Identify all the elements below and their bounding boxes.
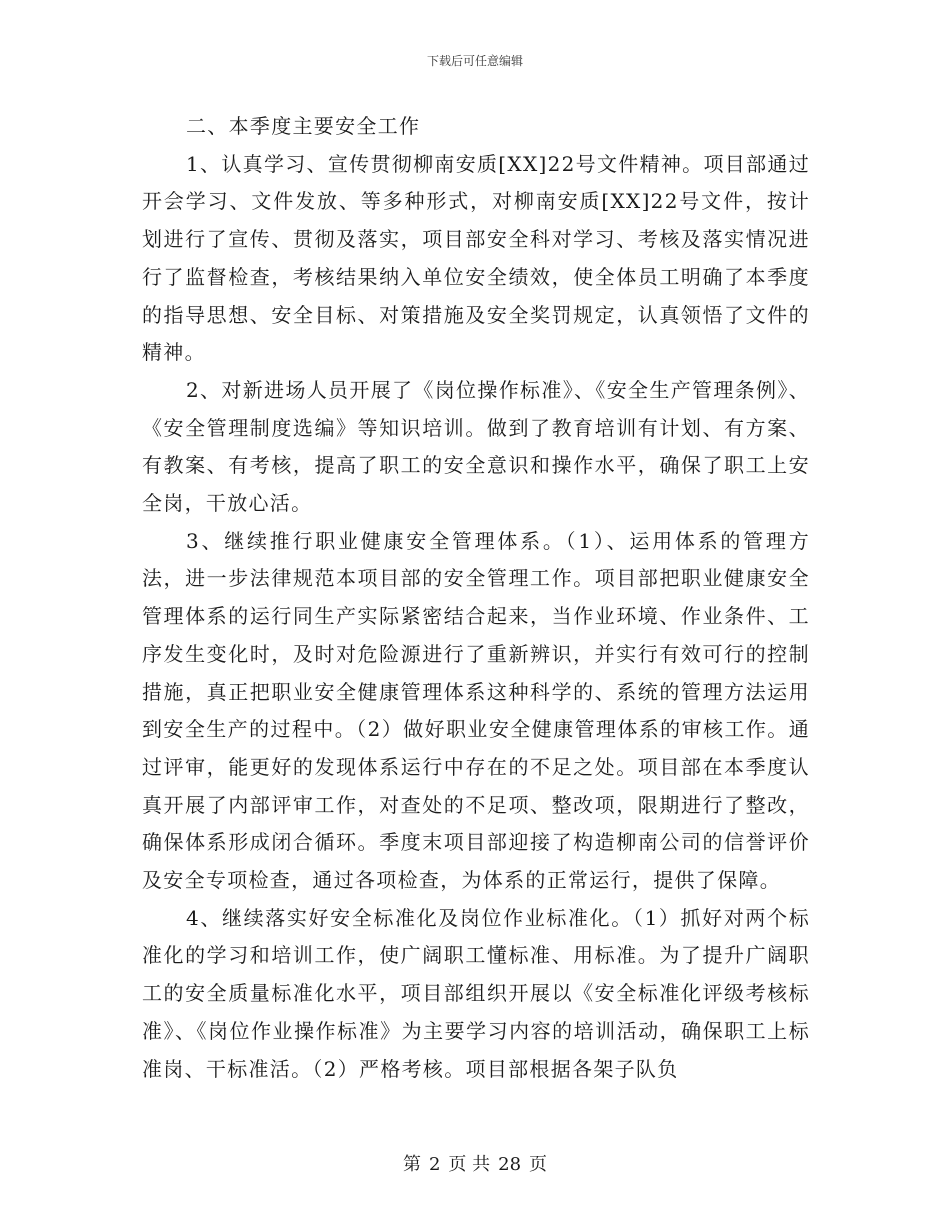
paragraph-2: 2、对新进场人员开展了《岗位操作标准》、《安全生产管理条例》、《安全管理制度选编》等知识培训。做到了教育培训有计划、有方案、有教案、有考核，提高了职工的安全意识和操作水平，确保了职工上安全岗，干放心活。	[142, 377, 810, 516]
header-text: 下载后可任意编辑	[426, 54, 523, 68]
paragraph-3: 3、继续推行职业健康安全管理体系。（1）、运用体系的管理方法，进一步法律规范本项目部的安全管理工作。项目部把职业健康安全管理体系的运行同生产实际紧密结合起来，当作业环境、作业条件、工序发生变化时，及时对危险源进行了重新辨识，并实行有效可行的控制措施，真正把职业安全健康管理体系这种科学的、系统的管理方法运用到安全生产的过程中。（2）做好职业安全健康管理体系的审核工作。通过评审，能更好的发现体系运行中存在的不足之处。项目部在本季度认真开展了内部评审工作，对查处的不足项、整改项，限期进行了整改，确保体系形成闭合循环。季度末项目部迎接了构造柳南公司的信誉评价及安全专项检查，通过各项检查，为体系的正常运行，提供了保障。	[142, 528, 810, 893]
footer-prefix: 第	[402, 1154, 421, 1175]
page-footer	[0, 1153, 950, 1177]
footer-middle: 页 共	[448, 1154, 491, 1175]
footer-total-pages: 28	[498, 1154, 522, 1175]
footer-page-number: 2	[428, 1154, 441, 1175]
paragraph-4: 4、继续落实好安全标准化及岗位作业标准化。（1）抓好对两个标准化的学习和培训工作，使广阔职工懂标准、用标准。为了提升广阔职工的安全质量标准化水平，项目部组织开展以《安全标准化评级考核标准》、《岗位作业操作标准》为主要学习内容的培训活动，确保职工上标准岗、干标准活。（2）严格考核。项目部根据各架子队负	[142, 905, 810, 1081]
page-header	[0, 53, 950, 69]
section-heading: 二、本季度主要安全工作	[186, 114, 421, 138]
paragraph-1: 1、认真学习、宣传贯彻柳南安质[XX]22号文件精神。项目部通过开会学习、文件发放、等多种形式，对柳南安质[XX]22号文件，按计划进行了宣传、贯彻及落实，项目部安全科对学习、考核及落实情况进行了监督检查，考核结果纳入单位安全绩效，使全体员工明确了本季度的指导思想、安全目标、对策措施及安全奖罚规定，认真领悟了文件的精神。	[142, 151, 810, 365]
document-body	[142, 108, 810, 1088]
footer-suffix: 页	[529, 1154, 548, 1175]
